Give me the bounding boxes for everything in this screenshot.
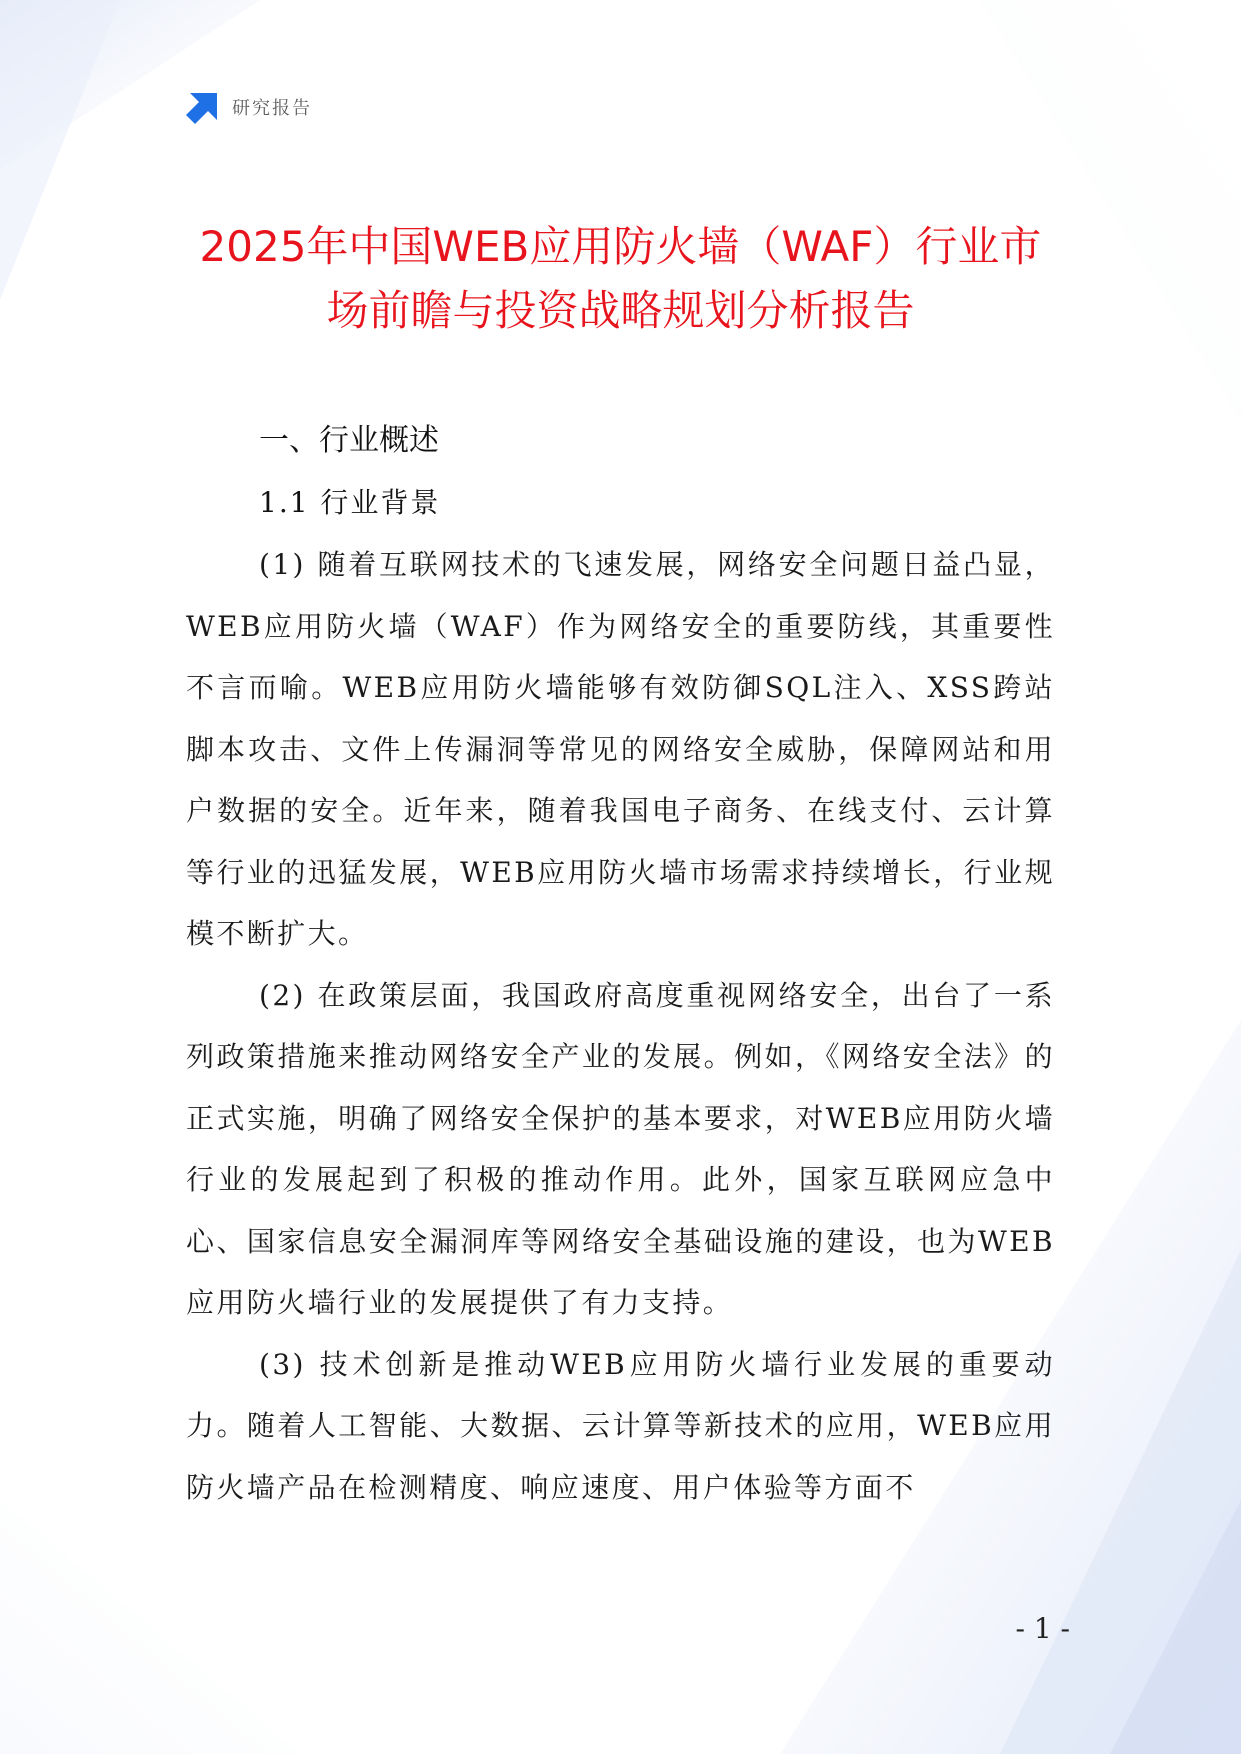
arrow-up-right-icon bbox=[186, 90, 220, 124]
paragraph-1: (1) 随着互联网技术的飞速发展，网络安全问题日益凸显，WEB应用防火墙（WAF）作为网络安全的重要防线，其重要性不言而喻。WEB应用防火墙能够有效防御SQL注入、XSS跨站脚本攻击、文件上传漏洞等常见的网络安全威胁，保障网站和用户数据的安全。近年来，随着我国电子商务、在线支付、云计算等行业的迅猛发展，WEB应用防火墙市场需求持续增长，行业规模不断扩大。 bbox=[186, 548, 1055, 950]
report-title bbox=[186, 215, 1055, 343]
report-title-line2: 场前瞻与投资战略规划分析报告 bbox=[326, 286, 915, 335]
section-heading: 一、行业概述 bbox=[259, 423, 439, 458]
report-title-line1: 2025年中国WEB应用防火墙（WAF）行业市 bbox=[199, 222, 1042, 271]
subsection-heading: 1.1 行业背景 bbox=[259, 486, 441, 519]
report-body bbox=[186, 410, 1055, 1518]
header-label: 研究报告 bbox=[232, 98, 312, 119]
paragraph-2: (2) 在政策层面，我国政府高度重视网络安全，出台了一系列政策措施来推动网络安全产业的发展。例如，《网络安全法》的正式实施，明确了网络安全保护的基本要求，对WEB应用防火墙行业的发展起到了积极的推动作用。此外，国家互联网应急中心、国家信息安全漏洞库等网络安全基础设施的建设，也为WEB应用防火墙行业的发展提供了有力支持。 bbox=[186, 978, 1055, 1319]
page-number: - 1 - bbox=[1015, 1612, 1070, 1645]
report-header bbox=[186, 90, 312, 124]
paragraph-3: (3) 技术创新是推动WEB应用防火墙行业发展的重要动力。随着人工智能、大数据、云计算等新技术的应用，WEB应用防火墙产品在检测精度、响应速度、用户体验等方面不 bbox=[186, 1347, 1055, 1504]
